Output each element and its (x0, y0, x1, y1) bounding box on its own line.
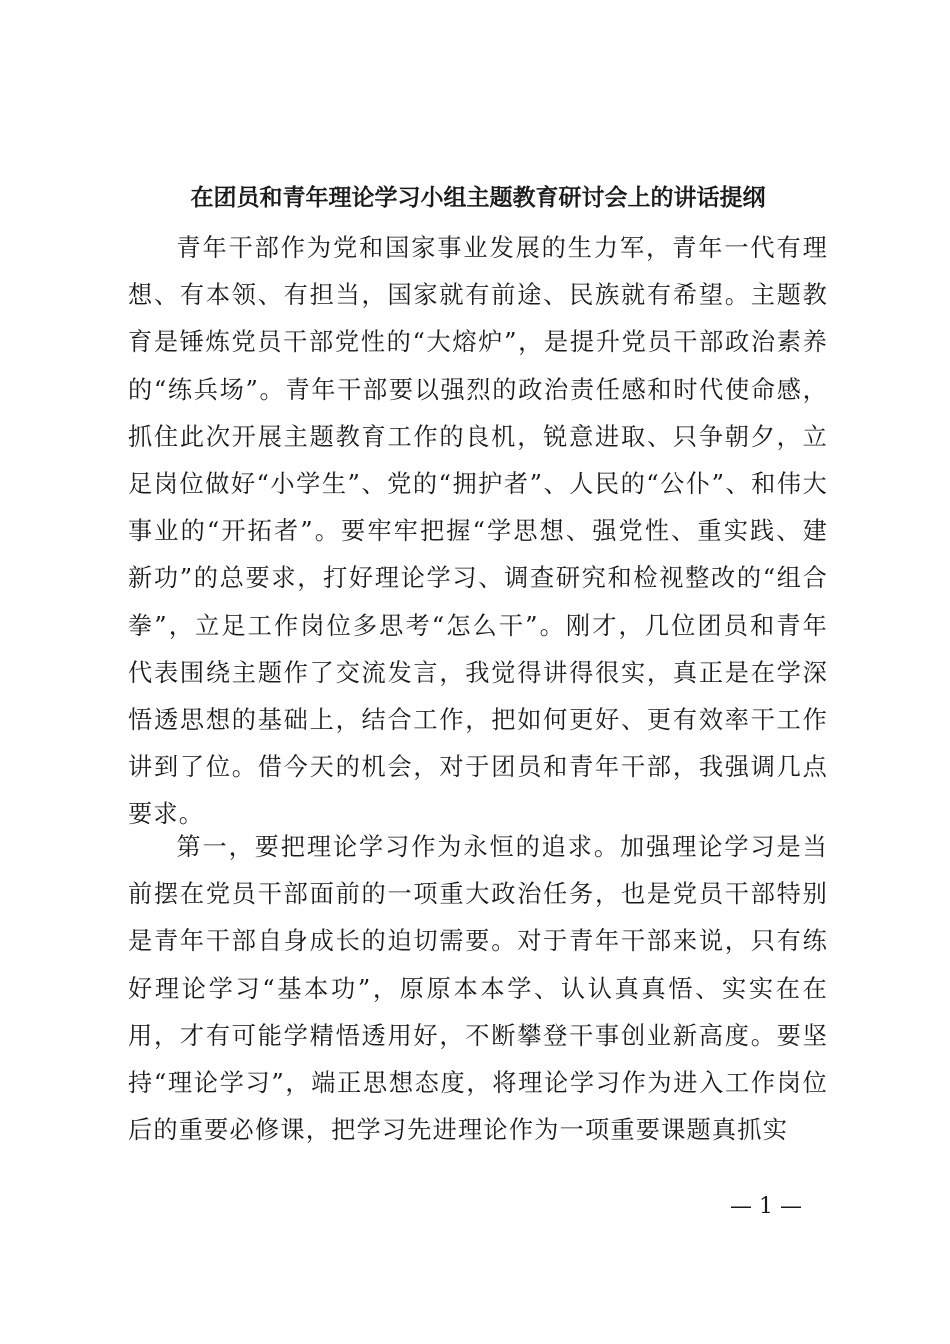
document-title: 在团员和青年理论学习小组主题教育研讨会上的讲话提纲 (190, 184, 766, 211)
body-paragraph: 第一，要把理论学习作为永恒的追求。加强理论学习是当前摆在党员干部面前的一项重大政治任务，也是党员干部特别是青年干部自身成长的迫切需要。对于青年干部来说，只有练好理论学习“基本功”，原原本本学、认认真真悟、实实在在用，才有可能学精悟透用好，不断攀登干事创业新高度。要坚持“理论学习”，端正思想态度，将理论学习作为进入工作岗位后的重要必修课，把学习先进理论作为一项重要课题真抓实 (128, 833, 828, 1145)
page-number: — 1 — (730, 1194, 802, 1219)
body-paragraph: 青年干部作为党和国家事业发展的生力军，青年一代有理想、有本领、有担当，国家就有前途、民族就有希望。主题教育是锤炼党员干部党性的“大熔炉”，是提升党员干部政治素养的“练兵场”。青年干部要以强烈的政治责任感和时代使命感，抓住此次开展主题教育工作的良机，锐意进取、只争朝夕，立足岗位做好“小学生”、党的“拥护者”、人民的“公仆”、和伟大事业的“开拓者”。要牢牢把握“学思想、强党性、重实践、建新功”的总要求，打好理论学习、调查研究和检视整改的“组合拳”，立足工作岗位多思考“怎么干”。刚才，几位团员和青年代表围绕主题作了交流发言，我觉得讲得很实，真正是在学深悟透思想的基础上，结合工作，把如何更好、更有效率干工作讲到了位。借今天的机会，对于团员和青年干部，我强调几点要求。 (128, 234, 828, 829)
